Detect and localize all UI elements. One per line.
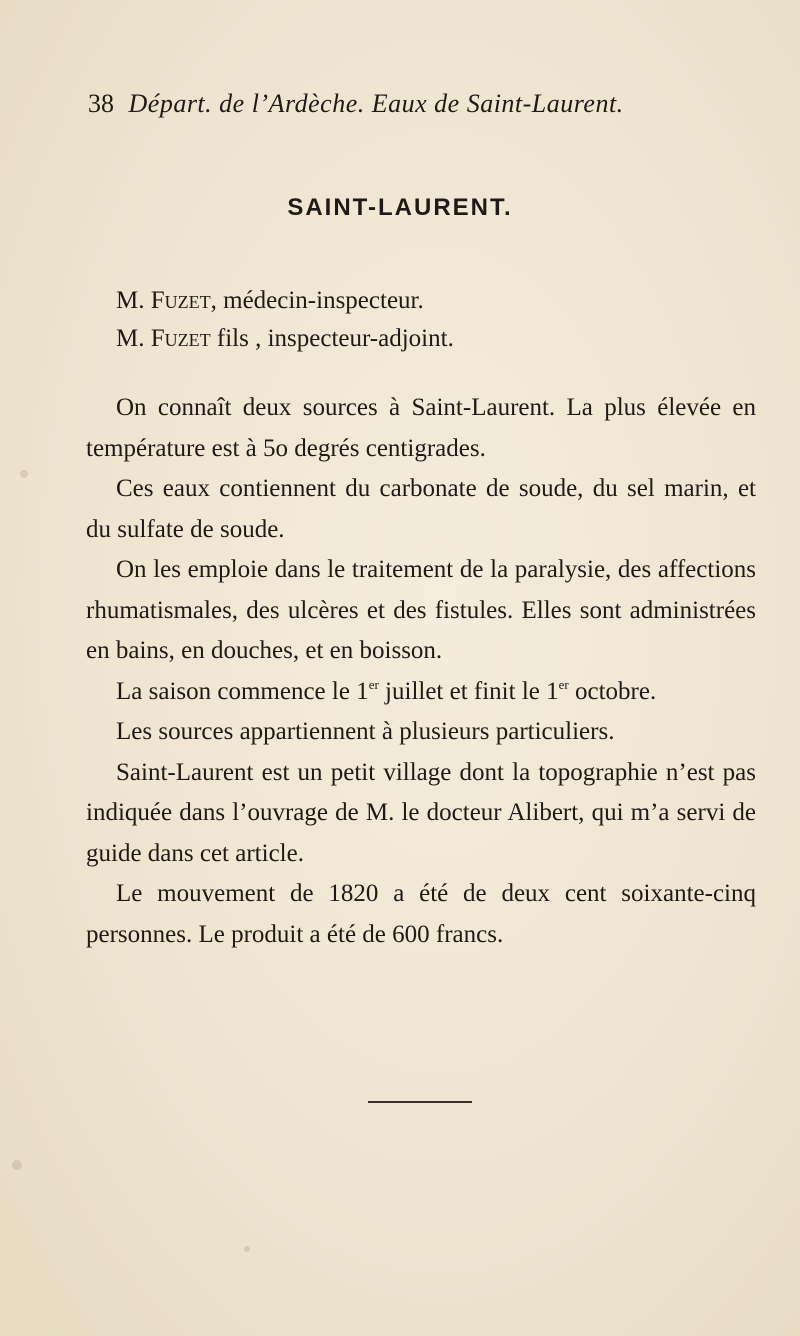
running-title: Départ. de l’Ardèche. Eaux de Saint-Laurent.	[128, 89, 624, 118]
paragraph-composition: Ces eaux contiennent du carbonate de soude, du sel marin, et du sulfate de soude.	[86, 475, 756, 543]
running-header	[88, 84, 778, 124]
paragraph-uses: On les emploie dans le traitement de la paralysie, des affections rhumatismales, des ulcères et des fistules. Elles sont administrées en bains, en douches, et en boisson.	[86, 556, 756, 664]
staff-entry	[116, 282, 776, 320]
paper-foxing-spot	[244, 1246, 250, 1252]
end-rule	[368, 1101, 472, 1103]
staff-role: , médecin-inspecteur.	[210, 287, 424, 314]
season-text: juillet et finit le 1	[378, 677, 559, 705]
season-text: La saison commence le 1	[116, 677, 369, 705]
staff-role: fils , inspecteur-adjoint.	[210, 325, 454, 352]
staff-entry	[116, 320, 776, 358]
paragraph-season	[86, 672, 756, 713]
paragraph-sources: On connaît deux sources à Saint-Laurent. La plus élevée en température est à 5o degrés centigrades.	[86, 394, 756, 462]
ordinal-suffix: er	[558, 676, 569, 692]
paper-foxing-spot	[20, 470, 28, 478]
ordinal-suffix: er	[368, 676, 379, 692]
article-body	[86, 388, 756, 955]
paper-foxing-spot	[12, 1160, 22, 1170]
paragraph-village: Saint-Laurent est un petit village dont la topographie n’est pas indiquée dans l’ouvrage de M. le docteur Alibert, qui m’a servi de guide dans cet article.	[86, 758, 756, 867]
staff-list	[116, 282, 776, 358]
paragraph-statistics: Le mouvement de 1820 a été de deux cent soixante-cinq personnes. Le produit a été de 600 francs.	[86, 880, 756, 948]
paragraph-ownership: Les sources appartiennent à plusieurs particuliers.	[116, 718, 615, 745]
staff-name: M. Fuzet	[116, 287, 211, 314]
season-text: octobre.	[568, 677, 657, 705]
page-number: 38	[88, 89, 114, 118]
section-title: SAINT-LAURENT.	[287, 194, 513, 221]
staff-name: M. Fuzet	[116, 325, 211, 352]
